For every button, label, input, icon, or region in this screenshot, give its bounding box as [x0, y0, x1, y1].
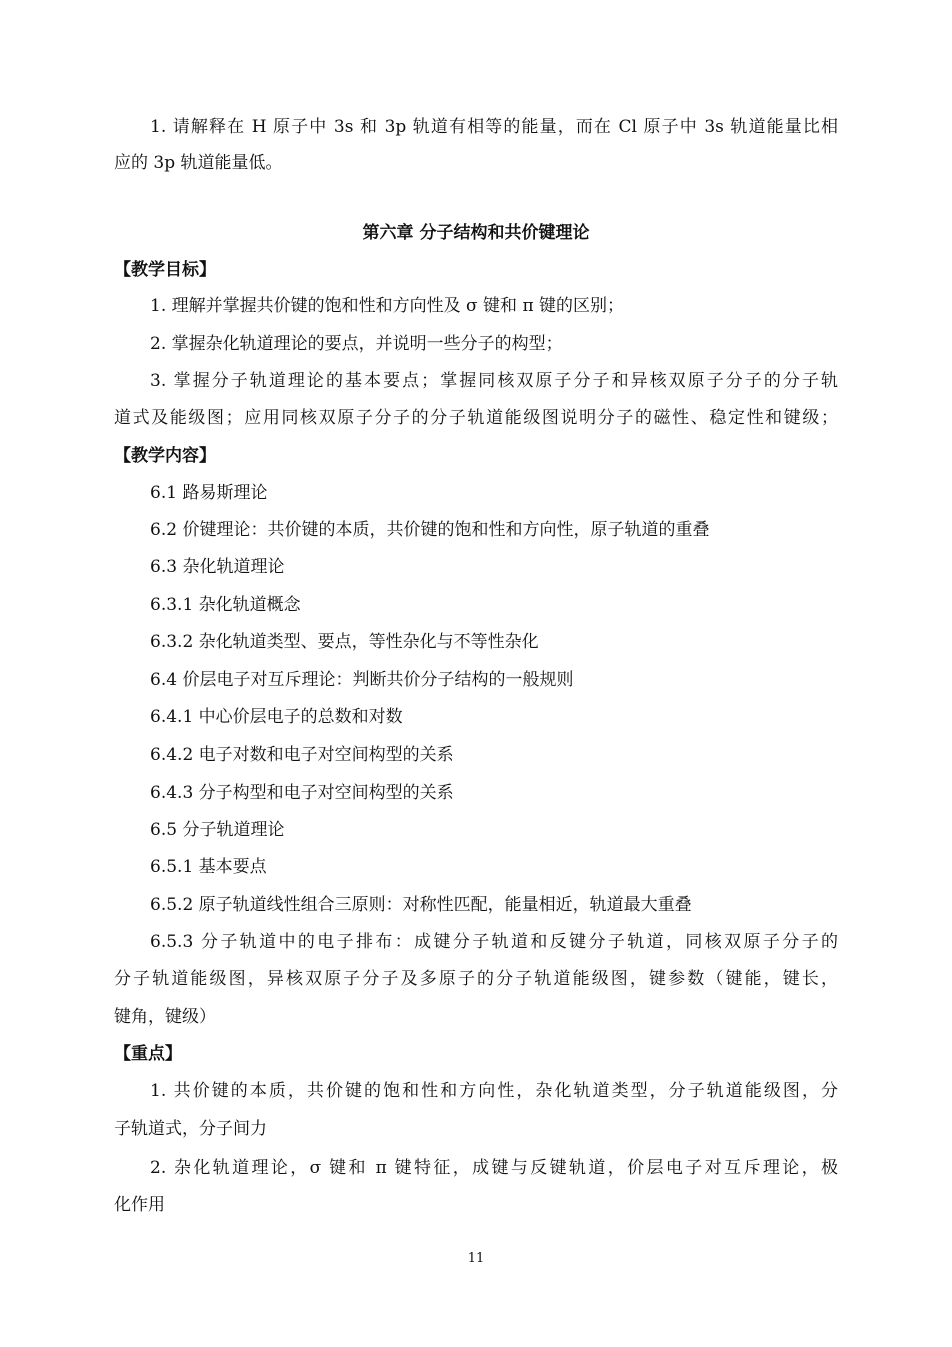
- prev-question-line-1: 1. 请解释在 H 原子中 3s 和 3p 轨道有相等的能量，而在 Cl 原子中 3s 轨道能量比相: [150, 117, 838, 137]
- content-item-6-5-3-line-1: 6.5.3 分子轨道中的电子排布：成键分子轨道和反键分子轨道，同核双原子分子的: [150, 932, 838, 952]
- content-item-6-5: 6.5 分子轨道理论: [150, 820, 285, 840]
- key-point-2-line-2: 化作用: [114, 1195, 165, 1215]
- content-item-6-5-3-line-3: 键角，键级）: [114, 1007, 216, 1027]
- content-item-6-1: 6.1 路易斯理论: [150, 483, 268, 503]
- key-points-heading: 【重点】: [114, 1044, 182, 1064]
- content-item-6-3-2: 6.3.2 杂化轨道类型、要点，等性杂化与不等性杂化: [150, 632, 539, 652]
- page-number: 11: [467, 1251, 485, 1266]
- content-item-6-4-3: 6.4.3 分子构型和电子对空间构型的关系: [150, 783, 454, 803]
- content-item-6-5-3-line-2: 分子轨道能级图，异核双原子分子及多原子的分子轨道能级图，键参数（键能，键长，: [114, 969, 838, 989]
- content-heading: 【教学内容】: [114, 446, 216, 466]
- objective-item-2: 2. 掌握杂化轨道理论的要点，并说明一些分子的构型；: [150, 334, 563, 354]
- objectives-heading: 【教学目标】: [114, 260, 216, 280]
- content-item-6-2: 6.2 价键理论：共价键的本质，共价键的饱和性和方向性，原子轨道的重叠: [150, 520, 710, 540]
- content-item-6-3-1: 6.3.1 杂化轨道概念: [150, 595, 301, 615]
- content-item-6-4-2: 6.4.2 电子对数和电子对空间构型的关系: [150, 745, 454, 765]
- objective-item-3-line-1: 3. 掌握分子轨道理论的基本要点；掌握同核双原子分子和异核双原子分子的分子轨: [150, 371, 838, 391]
- content-item-6-5-1: 6.5.1 基本要点: [150, 857, 267, 877]
- content-item-6-4: 6.4 价层电子对互斥理论：判断共价分子结构的一般规则: [150, 670, 574, 690]
- prev-question-line-2: 应的 3p 轨道能量低。: [114, 153, 283, 173]
- key-point-1-line-1: 1. 共价键的本质，共价键的饱和性和方向性，杂化轨道类型，分子轨道能级图，分: [150, 1081, 838, 1101]
- key-point-1-line-2: 子轨道式，分子间力: [114, 1119, 267, 1139]
- chapter-title: 第六章 分子结构和共价键理论: [362, 223, 590, 243]
- content-item-6-3: 6.3 杂化轨道理论: [150, 557, 285, 577]
- key-point-2-line-1: 2. 杂化轨道理论，σ 键和 π 键特征，成键与反键轨道，价层电子对互斥理论，极: [150, 1158, 838, 1178]
- objective-item-1: 1. 理解并掌握共价键的饱和性和方向性及 σ 键和 π 键的区别；: [150, 296, 625, 316]
- objective-item-3-line-2: 道式及能级图；应用同核双原子分子的分子轨道能级图说明分子的磁性、稳定性和键级；: [114, 408, 838, 428]
- content-item-6-4-1: 6.4.1 中心价层电子的总数和对数: [150, 707, 403, 727]
- content-item-6-5-2: 6.5.2 原子轨道线性组合三原则：对称性匹配，能量相近，轨道最大重叠: [150, 895, 692, 915]
